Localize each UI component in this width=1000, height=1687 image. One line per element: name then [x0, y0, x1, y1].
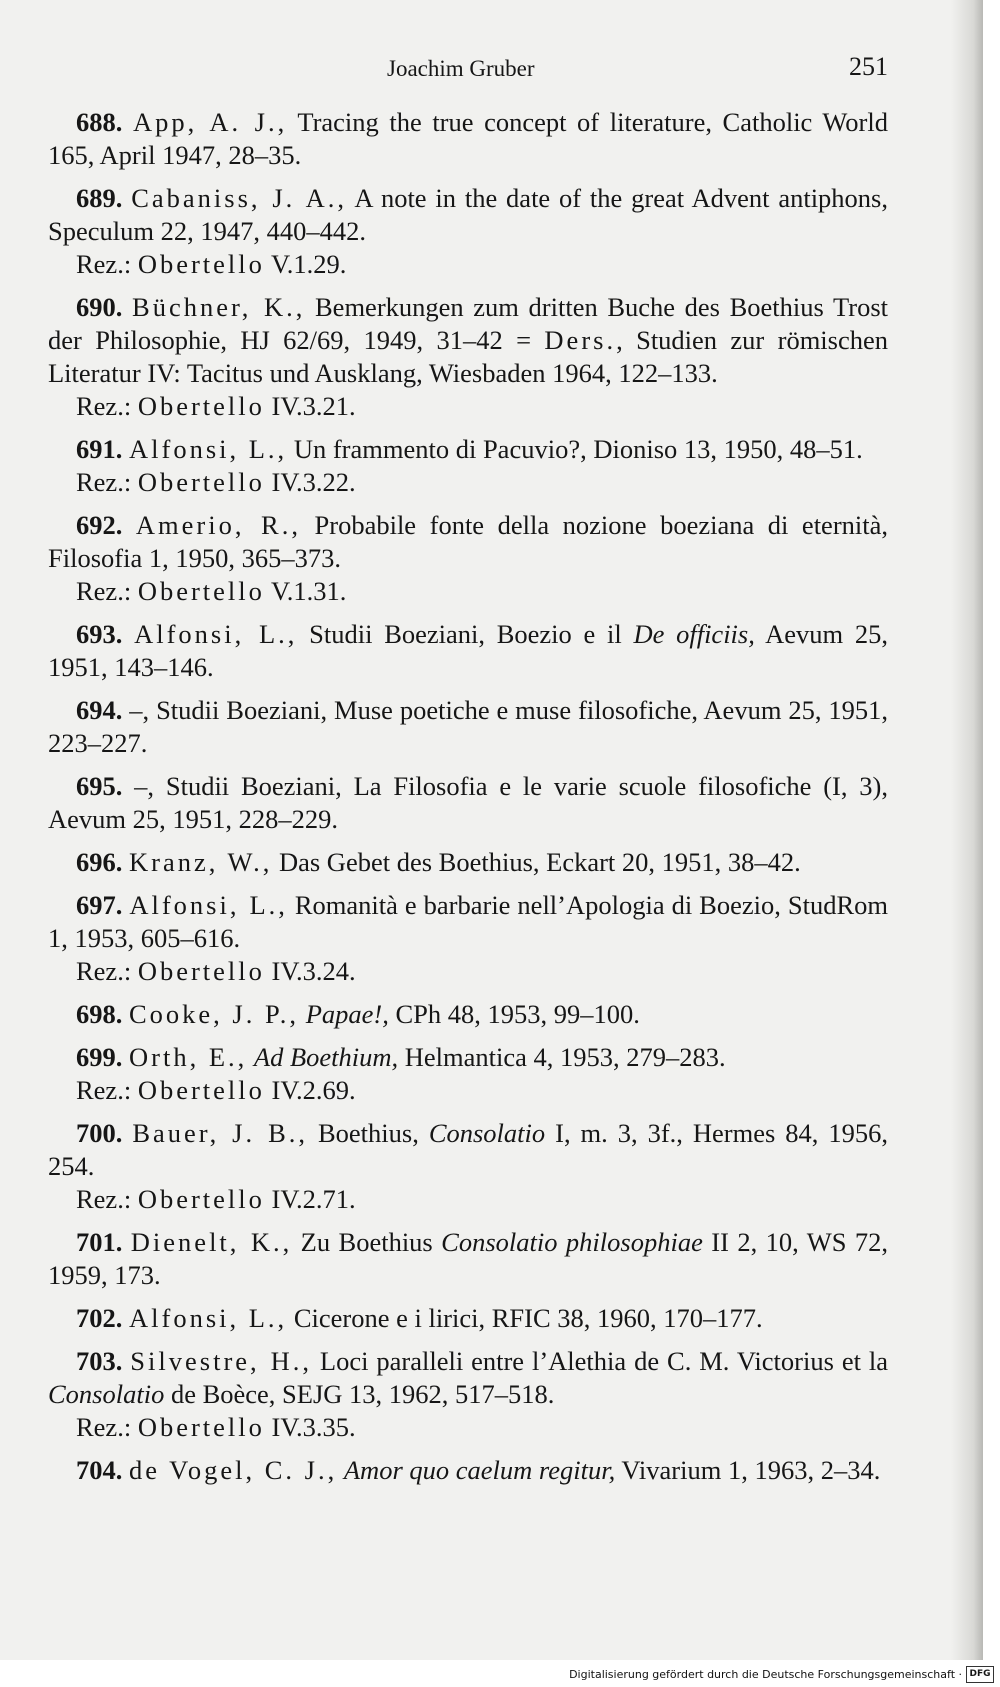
review-label: Rez.: — [76, 1184, 132, 1214]
review-reference — [48, 1411, 888, 1444]
entry-author: Alfonsi, L., — [129, 434, 288, 464]
entry-segment: de Boèce, SEJG 13, 1962, 517–518. — [164, 1379, 555, 1409]
review-label: Rez.: — [76, 391, 132, 421]
entry-segment: Ders. — [544, 325, 617, 355]
entry-author: Orth, E., — [129, 1042, 248, 1072]
entry-text — [48, 182, 888, 248]
review-label: Rez.: — [76, 249, 132, 279]
entry-segment: Bemerkungen zum dritten Buche des Boethius Trost der Philosophie, HJ 62/69, 1949, 31–42 = — [48, 292, 888, 355]
entry-segment — [337, 1455, 344, 1485]
entry-title-italic: Consolatio — [428, 1118, 546, 1148]
entry-text — [48, 1041, 888, 1074]
entry-title-italic: Consolatio — [48, 1379, 165, 1409]
bibliography-entry — [48, 106, 888, 172]
dfg-logo: DFG — [966, 1666, 994, 1683]
entry-number: 701. — [76, 1227, 123, 1257]
entry-text — [48, 1226, 888, 1292]
review-ref: V.1.31. — [271, 576, 347, 606]
entry-segment: Boethius, — [308, 1118, 429, 1148]
entry-text — [48, 1302, 888, 1335]
entry-segment: A note in the date of the great Advent antiphons, Speculum 22, 1947, 440–442. — [48, 183, 888, 246]
review-label: Rez.: — [76, 1075, 132, 1105]
review-reference — [48, 955, 888, 988]
entry-text — [48, 1345, 888, 1411]
entry-segment: Zu Boethius — [292, 1227, 442, 1257]
bibliography-entry — [48, 998, 888, 1031]
entry-number: 697. — [76, 890, 123, 920]
page-number: 251 — [849, 52, 888, 81]
review-ref: IV.2.71. — [271, 1184, 356, 1214]
entry-author: Cabaniss, J. A., — [131, 183, 348, 213]
entry-title-italic: De officiis, — [633, 619, 755, 649]
entry-author: Alfonsi, L., — [134, 619, 298, 649]
review-reviewer: Obertello — [137, 576, 265, 606]
entry-author: Kranz, W., — [129, 847, 273, 877]
entry-segment: –, Studii Boeziani, Muse poetiche e muse filosofiche, Aevum 25, 1951, 223–227. — [48, 695, 888, 758]
review-reviewer: Obertello — [137, 467, 265, 497]
review-reference — [48, 390, 888, 423]
bibliography-list — [48, 106, 888, 1497]
entry-number: 695. — [76, 771, 123, 801]
entry-author: Cooke, J. P., — [129, 999, 300, 1029]
review-reference — [48, 575, 888, 608]
entry-author: Dienelt, K., — [130, 1227, 293, 1257]
review-ref: IV.3.35. — [271, 1412, 356, 1442]
bibliography-entry — [48, 1041, 888, 1107]
entry-title-italic: Ad Boethium, — [253, 1042, 399, 1072]
page-edge-shadow — [951, 0, 983, 1660]
bibliography-entry — [48, 1117, 888, 1216]
entry-text — [48, 509, 888, 575]
entry-author: de Vogel, C. J., — [129, 1455, 338, 1485]
entry-author: Silvestre, H., — [130, 1346, 312, 1376]
review-label: Rez.: — [76, 956, 132, 986]
review-label: Rez.: — [76, 1412, 132, 1442]
review-reference — [48, 1183, 888, 1216]
bibliography-entry — [48, 433, 888, 499]
entry-text — [48, 889, 888, 955]
review-reviewer: Obertello — [137, 391, 265, 421]
bibliography-entry — [48, 1302, 888, 1335]
review-ref: IV.3.22. — [271, 467, 356, 497]
entry-segment: Loci paralleli entre l’Alethia de C. M. Victorius et la — [311, 1346, 888, 1376]
entry-segment: CPh 48, 1953, 99–100. — [388, 999, 640, 1029]
entry-segment: Cicerone e i lirici, RFIC 38, 1960, 170–177. — [287, 1303, 763, 1333]
review-ref: IV.2.69. — [271, 1075, 356, 1105]
entry-number: 691. — [76, 434, 123, 464]
entry-number: 692. — [76, 510, 123, 540]
entry-segment: Helmantica 4, 1953, 279–283. — [398, 1042, 726, 1072]
review-reference — [48, 248, 888, 281]
entry-segment: I, m. 3, 3f., Hermes 84, 1956, 254. — [48, 1118, 888, 1181]
bibliography-entry — [48, 889, 888, 988]
entry-text — [48, 846, 888, 879]
review-reference — [48, 1074, 888, 1107]
review-ref: V.1.29. — [271, 249, 347, 279]
entry-number: 694. — [76, 695, 123, 725]
entry-segment: –, Studii Boeziani, La Filosofia e le varie scuole filosofiche (I, 3), Aevum 25, 1951, 228–229. — [48, 771, 888, 834]
bibliography-entry — [48, 694, 888, 760]
entry-author: Bauer, J. B., — [132, 1118, 309, 1148]
entry-number: 688. — [76, 107, 123, 137]
entry-text — [48, 433, 888, 466]
entry-number: 699. — [76, 1042, 123, 1072]
entry-number: 689. — [76, 183, 123, 213]
entry-number: 702. — [76, 1303, 123, 1333]
entry-author: App, A. J., — [132, 107, 288, 137]
entry-number: 703. — [76, 1346, 123, 1376]
entry-segment: II 2, 10, WS 72, 1959, 173. — [48, 1227, 888, 1290]
bibliography-entry — [48, 182, 888, 281]
review-reviewer: Obertello — [137, 1184, 265, 1214]
entry-segment: Romanità e barbarie nell’Apologia di Boezio, StudRom 1, 1953, 605–616. — [48, 890, 888, 953]
entry-segment: Un frammento di Pacuvio?, Dioniso 13, 1950, 48–51. — [287, 434, 863, 464]
review-reference — [48, 466, 888, 499]
bibliography-entry — [48, 1345, 888, 1444]
bibliography-entry — [48, 1226, 888, 1292]
entry-number: 696. — [76, 847, 123, 877]
entry-text — [48, 770, 888, 836]
entry-text — [48, 618, 888, 684]
entry-text — [48, 998, 888, 1031]
review-label: Rez.: — [76, 576, 132, 606]
entry-segment — [247, 1042, 254, 1072]
bibliography-entry — [48, 770, 888, 836]
entry-text — [48, 694, 888, 760]
review-ref: IV.3.21. — [271, 391, 356, 421]
entry-author: Büchner, K., — [132, 292, 306, 322]
review-label: Rez.: — [76, 467, 132, 497]
entry-number: 700. — [76, 1118, 123, 1148]
entry-segment: Tracing the true concept of literature, Catholic World 165, April 1947, 28–35. — [48, 107, 888, 170]
entry-author: Amerio, R., — [135, 510, 301, 540]
entry-title-italic: Papae!, — [305, 999, 389, 1029]
entry-segment: Studii Boeziani, Boezio e il — [297, 619, 634, 649]
entry-number: 693. — [76, 619, 123, 649]
entry-text — [48, 291, 888, 390]
entry-segment — [299, 999, 306, 1029]
entry-segment: Vivarium 1, 1963, 2–34. — [615, 1455, 881, 1485]
review-ref: IV.3.24. — [271, 956, 356, 986]
entry-segment: Probabile fonte della nozione boeziana di eternità, Filosofia 1, 1950, 365–373. — [48, 510, 889, 573]
entry-text — [48, 1117, 888, 1183]
bibliography-entry — [48, 291, 888, 423]
entry-title-italic: Amor quo caelum regitur, — [343, 1455, 616, 1485]
entry-text — [48, 106, 888, 172]
entry-segment: Aevum 25, 1951, 143–146. — [48, 619, 888, 682]
entry-author: Alfonsi, L., — [129, 890, 288, 920]
bibliography-entry — [48, 846, 888, 879]
entry-author: Alfonsi, L., — [129, 1303, 288, 1333]
review-reviewer: Obertello — [137, 1412, 265, 1442]
entry-number: 698. — [76, 999, 123, 1029]
running-head: Joachim Gruber — [387, 56, 535, 81]
entry-segment: Das Gebet des Boethius, Eckart 20, 1951, 38–42. — [272, 847, 801, 877]
bibliography-entry — [48, 618, 888, 684]
bibliography-entry — [48, 509, 888, 608]
funding-notice: Digitalisierung gefördert durch die Deutsche Forschungsgemeinschaft · — [569, 1668, 962, 1681]
entry-number: 690. — [76, 292, 123, 322]
footer-bar — [0, 1660, 1000, 1687]
entry-title-italic: Consolatio philosophiae — [441, 1227, 703, 1257]
entry-number: 704. — [76, 1455, 123, 1485]
bibliography-entry — [48, 1454, 888, 1487]
review-reviewer: Obertello — [137, 956, 265, 986]
review-reviewer: Obertello — [137, 249, 265, 279]
review-reviewer: Obertello — [137, 1075, 265, 1105]
entry-segment: , Studien zur römischen Literatur IV: Tacitus und Ausklang, Wiesbaden 1964, 122–133. — [48, 325, 889, 388]
entry-text — [48, 1454, 888, 1487]
page-header — [48, 52, 888, 88]
